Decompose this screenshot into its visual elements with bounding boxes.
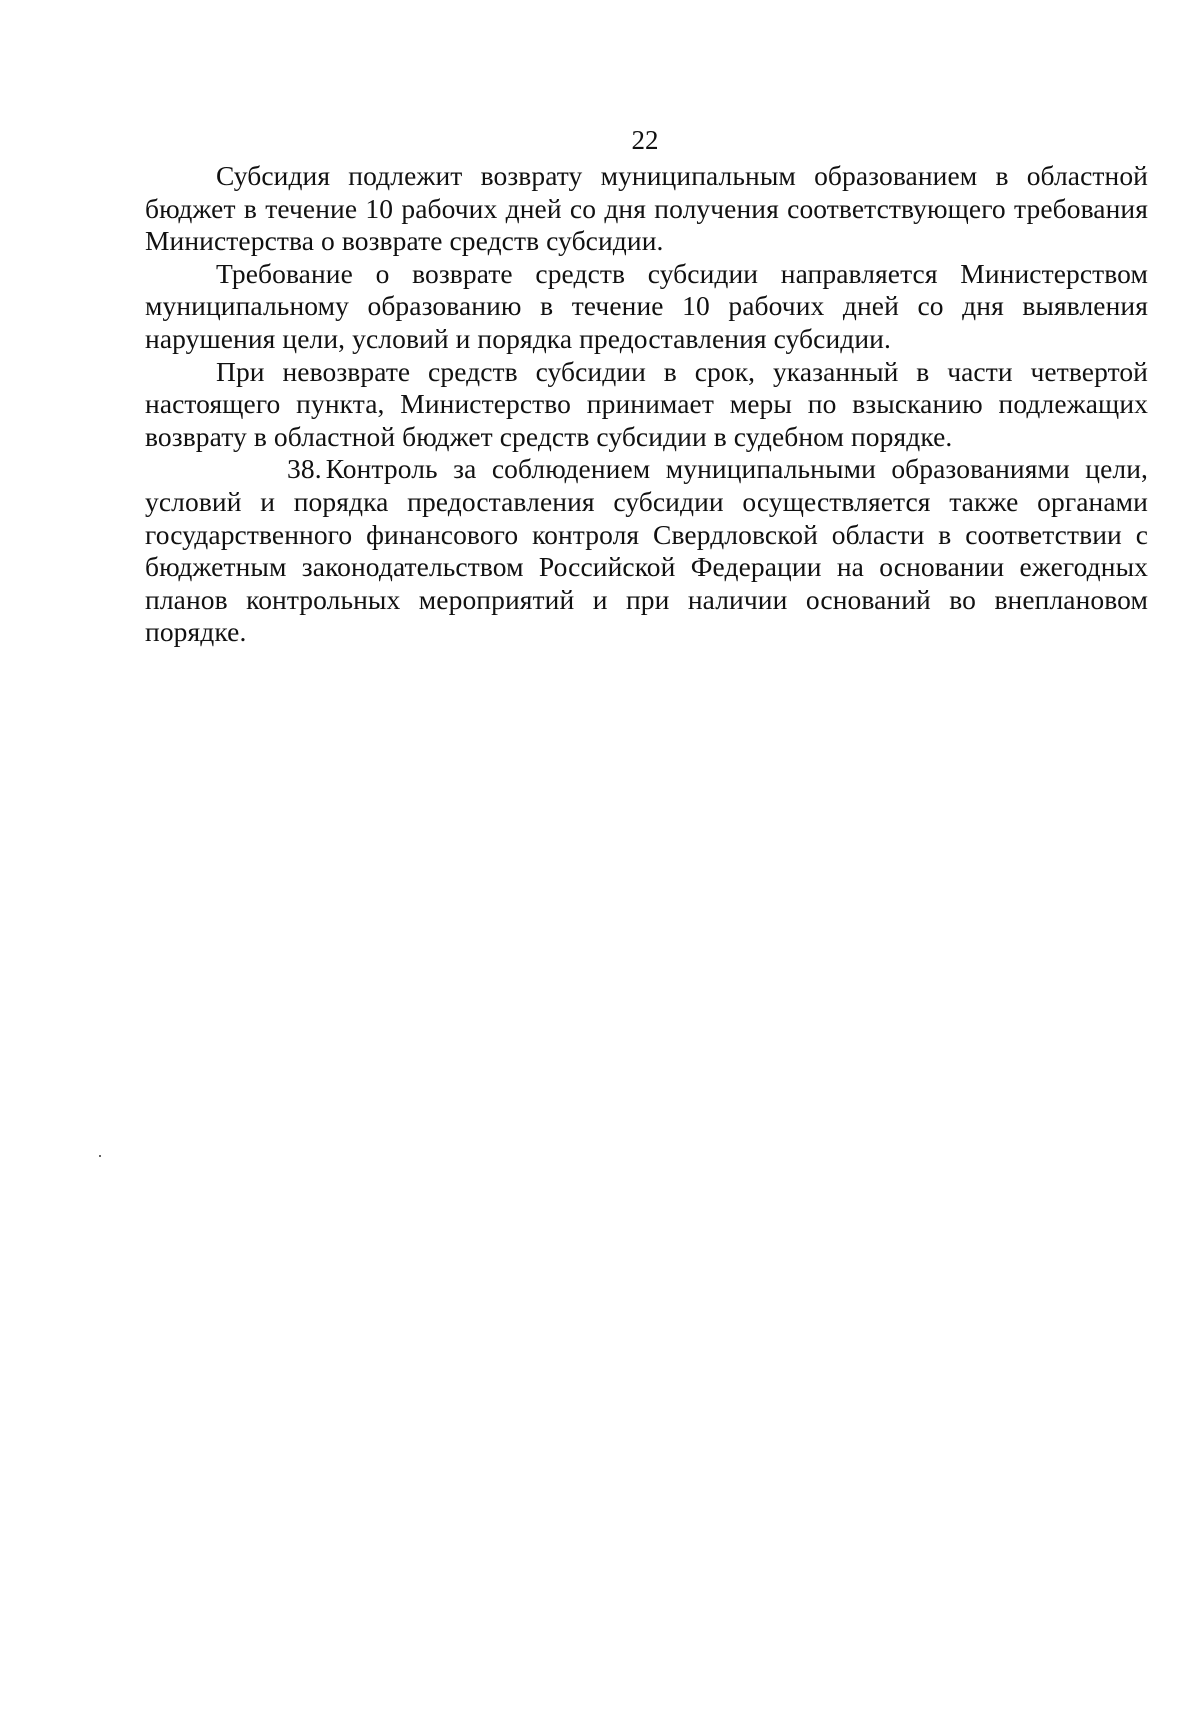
item-38-text: Контроль за соблюдением муниципальными образованиями цели, условий и порядка предоставления субсидии осуществляется также органами государственного финансового контроля Свердловской области в соответствии с бюджетным законодательством Российской Федерации на основании ежегодных планов контрольных мероприятий и при наличии оснований во внеплановом порядке.: [145, 453, 1148, 648]
scan-speck: [99, 1155, 101, 1157]
paragraph-subsidy-return: Субсидия подлежит возврату муниципальным образованием в областной бюджет в течение 10 рабочих дней со дня получения соответствующего требования Министерства о возврате средств субсидии.: [145, 160, 1148, 257]
item-number: 38.: [287, 453, 322, 485]
document-body: [145, 160, 1148, 649]
paragraph-return-requirement: Требование о возврате средств субсидии направляется Министерством муниципальному образованию в течение 10 рабочих дней со дня выявления нарушения цели, условий и порядка предоставления субсидии.: [145, 257, 1148, 354]
paragraph-non-return-measures: При невозврате средств субсидии в срок, указанный в части четвертой настоящего пункта, Министерство принимает меры по взысканию подлежащих возврату в областной бюджет средств субсидии в судебном порядке.: [145, 355, 1148, 452]
paragraph-item-38: [145, 453, 1148, 649]
page-number: 22: [631, 125, 659, 155]
